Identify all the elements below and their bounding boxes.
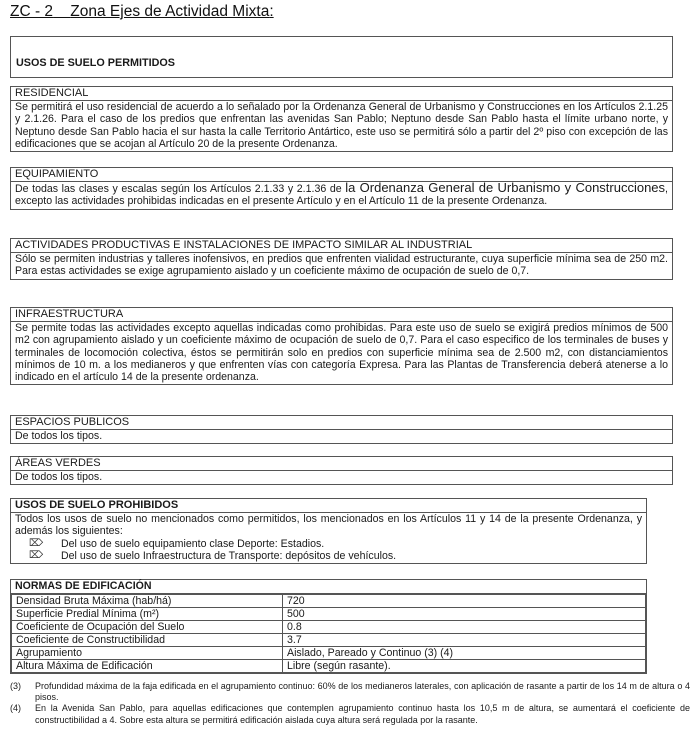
norm-value: 720 (283, 595, 646, 608)
footnote-number: (3) (10, 681, 21, 691)
list-item-text: Del uso de suelo equipamiento clase Deporte: Estadios. (61, 537, 325, 550)
norm-value: 3.7 (283, 634, 646, 647)
permitted-uses-heading: USOS DE SUELO PERMITIDOS (16, 56, 175, 69)
section-heading: EQUIPAMIENTO (11, 168, 672, 182)
footnote (10, 681, 690, 703)
footnote-text: En la Avenida San Pablo, para aquellas edificaciones que contemplen agrupamiento continuo hasta los 10,5 m de altura, se aumentará el coeficiente de constructibilidad a 4. Sobre esta altura se permitirá edificación aislada cuya altura será regulada por la rasante. (35, 703, 690, 725)
section-infraestructura (10, 307, 673, 385)
boxed-x-arrow-icon: ⌦ (29, 537, 44, 549)
body-pre: De todas las clases y escalas según los Artículos 2.1.33 y 2.1.36 de (15, 183, 346, 195)
section-residencial (10, 86, 673, 152)
zone-code: ZC - 2 (10, 3, 54, 20)
section-heading: RESIDENCIAL (11, 87, 672, 101)
section-heading: ÁREAS VERDES (11, 457, 672, 471)
prohibited-uses-body (11, 513, 646, 563)
prohibited-list (15, 538, 642, 563)
building-norms-box (10, 579, 647, 674)
section-body: De todos los tipos. (15, 430, 103, 442)
permitted-uses-header-box (10, 36, 673, 78)
table-row (12, 634, 646, 647)
section-equipamiento (10, 167, 673, 210)
section-heading: INFRAESTRUCTURA (11, 308, 672, 322)
prohibited-intro: Todos los usos de suelo no mencionados como permitidos, los mencionados en los Artículos 11 y 14 de la presente Ordenanza, y además los siguientes: (15, 513, 642, 538)
norm-label: Coeficiente de Constructibilidad (12, 634, 283, 647)
norm-label: Coeficiente de Ocupación del Suelo (12, 621, 283, 634)
section-actividades-productivas (10, 238, 673, 280)
building-norms-heading: NORMAS DE EDIFICACIÓN (11, 580, 646, 594)
boxed-x-arrow-icon: ⌦ (29, 549, 44, 561)
title-colon: : (269, 3, 274, 20)
list-item (15, 550, 642, 562)
prohibited-uses-heading: USOS DE SUELO PROHIBIDOS (11, 499, 646, 513)
section-heading: ESPACIOS PUBLICOS (11, 416, 672, 430)
table-row (12, 595, 646, 608)
section-espacios-publicos (10, 415, 673, 444)
table-row (12, 647, 646, 660)
section-body: Se permitirá el uso residencial de acuerdo a lo señalado por la Ordenanza General de Urbanismo y Construcciones en los Artículos 2.1.25 y 2.1.26. Para el caso de los predios que enfrentan las avenidas San Pablo; Neptuno desde San Pablo hasta el límite urbano norte, y Neptuno desde San Pablo hacia el sur hasta la calle Territorio Antártico, este uso se permitirá sólo a partir del 2º piso con excepción de las edificaciones que se acojan al Artículo 20 de la presente Ordenanza. (15, 101, 668, 150)
section-areas-verdes (10, 456, 673, 485)
norm-label: Densidad Bruta Máxima (hab/há) (12, 595, 283, 608)
body-emphasis: la Ordenanza General de Urbanismo y Construcciones (345, 180, 666, 195)
list-item (15, 538, 642, 550)
section-heading: ACTIVIDADES PRODUCTIVAS E INSTALACIONES DE IMPACTO SIMILAR AL INDUSTRIAL (11, 239, 672, 253)
footnotes (10, 681, 690, 726)
norm-value: Libre (según rasante). (283, 660, 646, 673)
list-item-text: Del uso de suelo Infraestructura de Transporte: depósitos de vehículos. (61, 549, 397, 562)
norm-label: Superficie Predial Mínima (m²) (12, 608, 283, 621)
prohibited-uses-box (10, 498, 647, 564)
section-body: Sólo se permiten industrias y talleres inofensivos, en predios que enfrenten vialidad estructurante, cuya superficie mínima sea de 250 m2. Para estas actividades se exige agrupamiento aislado y un coeficiente máximo de ocupación de suelo de 0,7. (15, 253, 668, 278)
footnote (10, 703, 690, 725)
table-row (12, 660, 646, 673)
norm-value: Aislado, Pareado y Continuo (3) (4) (283, 647, 646, 660)
zone-title (10, 3, 274, 21)
norm-value: 0.8 (283, 621, 646, 634)
norm-value: 500 (283, 608, 646, 621)
section-body (11, 182, 672, 209)
table-row (12, 608, 646, 621)
building-norms-table (11, 594, 646, 673)
zone-name: Zona Ejes de Actividad Mixta (70, 3, 270, 20)
footnote-text: Profundidad máxima de la faja edificada en el agrupamiento continuo: 60% de los medianeros laterales, con aplicación de rasante a partir de los 14 m de altura o 4 pisos. (35, 681, 690, 703)
norm-label: Agrupamiento (12, 647, 283, 660)
norm-label: Altura Máxima de Edificación (12, 660, 283, 673)
body-post: , excepto las actividades prohibidas indicadas en el presente Artículo y en el Artículo 11 de la presente Ordenanza. (15, 183, 668, 208)
table-row (12, 621, 646, 634)
section-body: Se permite todas las actividades excepto aquellas indicadas como prohibidas. Para este uso de suelo se exigirá predios mínimos de 500 m2 con agrupamiento aislado y un coeficiente máximo de ocupación de suelo de 0,7. Para el caso especifico de los terminales de buses y terminales de locomoción colectiva, éstos se permitirán solo en predios con superficie mínima sea de 2.500 m2, con distanciamientos mínimos de 10 m. a los medianeros y que enfrenten vías con categoría Expresa. Para las Plantas de Transferencia deberá atenerse a lo indicado en el artículo 14 de la presente ordenanza. (15, 322, 668, 384)
section-body: De todos los tipos. (15, 471, 103, 483)
footnote-number: (4) (10, 703, 21, 714)
